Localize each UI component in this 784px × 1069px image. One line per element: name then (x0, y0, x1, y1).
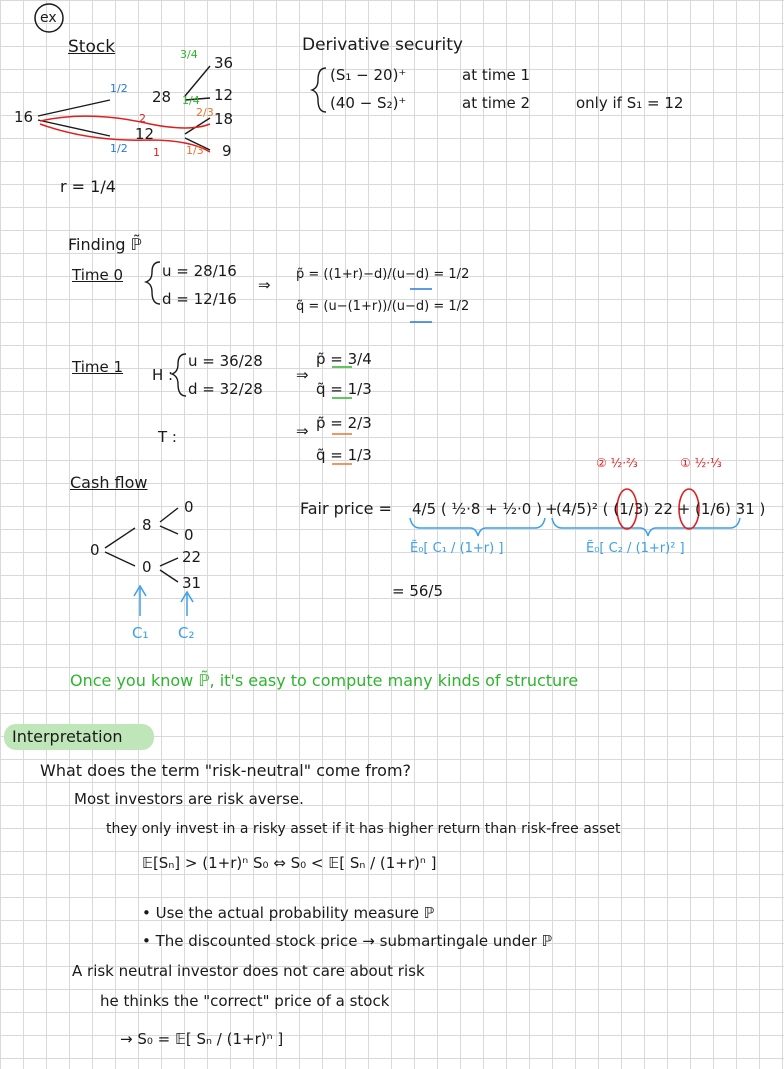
stock-path2: 2 (139, 112, 146, 125)
fairprice-plus: + (545, 500, 558, 518)
time0-d: d = 12/16 (162, 290, 237, 308)
cashflow-c0: 0 (90, 541, 100, 559)
stock-s2-ud: 12 (214, 86, 234, 104)
fairprice-e1: Ẽ₀[ C₁ / (1+r) ] (410, 541, 504, 556)
time0-brace (146, 262, 160, 304)
interpretation-heading: Interpretation (12, 727, 123, 746)
time1-q2: q̃ = 1/3 (316, 446, 372, 464)
time1-arrow2: ⇒ (296, 422, 309, 440)
interp-line3: A risk neutral investor does not care about risk (72, 962, 425, 980)
interp-formula2: → S₀ = 𝔼[ Sₙ / (1+r)ⁿ ] (120, 1030, 284, 1048)
cashflow-heading: Cash flow (70, 473, 148, 492)
interp-line1: Most investors are risk averse. (74, 790, 304, 808)
time1-u: u = 36/28 (188, 352, 263, 370)
stock-p-down0: 1/2 (110, 142, 128, 155)
interp-question: What does the term "risk-neutral" come from? (40, 761, 412, 780)
stock-rate: r = 1/4 (60, 177, 116, 196)
derivative-line1: (S₁ − 20)⁺ (330, 66, 407, 84)
interp-line2: they only invest in a risky asset if it has higher return than risk-free asset (106, 821, 621, 837)
time1-p: p̃ = 3/4 (316, 350, 372, 368)
derivative-line2-when: at time 2 (462, 94, 531, 112)
time0-p: p̃ = ((1+r)−d)/(u−d) = 1/2 (296, 267, 470, 282)
tree-line-up (38, 100, 110, 116)
derivative-brace (312, 68, 326, 112)
cashflow-c2-label: C₂ (178, 624, 195, 642)
time0-u: u = 28/16 (162, 262, 237, 280)
fairprice-note-2: ② ½·⅔ (596, 456, 638, 470)
cashflow-c2-c: 22 (182, 548, 202, 566)
time1-arrow: ⇒ (296, 366, 309, 384)
fairprice-e2: Ẽ₀[ C₂ / (1+r)² ] (586, 541, 685, 556)
time1-p2: p̃ = 2/3 (316, 414, 372, 432)
stock-p-up1b: 2/3 (196, 106, 214, 119)
time0-arrow: ⇒ (258, 276, 271, 294)
cashflow-c1-label: C₁ (132, 624, 149, 642)
stock-s1-down: 12 (135, 125, 155, 143)
derivative-line2: (40 − S₂)⁺ (330, 94, 407, 112)
cashflow-c2-d: 31 (182, 574, 202, 592)
time1-brace (172, 354, 186, 396)
fairprice-result: = 56/5 (392, 582, 444, 600)
stock-s0: 16 (14, 108, 34, 126)
interp-line4: he thinks the "correct" price of a stock (100, 992, 390, 1010)
time1-q: q̃ = 1/3 (316, 380, 372, 398)
fairprice-note-1: ① ½·⅓ (680, 456, 722, 470)
time0-q: q̃ = (u−(1+r))/(u−d) = 1/2 (296, 299, 470, 314)
fairprice-label: Fair price = (300, 499, 392, 518)
ex-label: ex (40, 10, 57, 26)
cashflow-c1-down: 0 (142, 558, 152, 576)
stock-p-down1b: 1/3 (186, 144, 204, 157)
cashflow-c2-b: 0 (184, 526, 194, 544)
stock-s2-uu: 36 (214, 54, 234, 72)
stock-path1: 1 (153, 146, 160, 159)
stock-s2-du: 18 (214, 110, 234, 128)
cashflow-c2-a: 0 (184, 498, 194, 516)
derivative-line1-when: at time 1 (462, 66, 531, 84)
interp-formula1: 𝔼[Sₙ] > (1+r)ⁿ S₀ ⇔ S₀ < 𝔼[ Sₙ / (1+r)ⁿ ] (142, 854, 437, 872)
fairprice-term1: 4/5 ( ½·8 + ½·0 ) (412, 500, 542, 518)
time1-label: Time 1 (72, 358, 124, 376)
time1-t: T : (158, 428, 177, 446)
stock-p-up0: 1/2 (110, 82, 128, 95)
stock-p-up1: 3/4 (180, 48, 198, 61)
once-note: Once you know ℙ̃, it's easy to compute many kinds of structure (70, 671, 579, 690)
cashflow-c1-up: 8 (142, 516, 152, 534)
time0-label: Time 0 (72, 266, 124, 284)
stock-heading: Stock (68, 37, 116, 57)
time1-d: d = 32/28 (188, 380, 263, 398)
interp-bullet1: • Use the actual probability measure ℙ (142, 904, 435, 922)
finding-heading: Finding ℙ̃ (68, 235, 142, 254)
fairprice-term2: (4/5)² ( (1/3) 22 + (1/6) 31 ) (556, 500, 766, 518)
time1-h: H : (152, 366, 174, 384)
stock-s1-up: 28 (152, 88, 172, 106)
derivative-line2-cond: only if S₁ = 12 (576, 94, 684, 112)
stock-p-down1: 1/4 (182, 94, 200, 107)
derivative-title: Derivative security (302, 35, 463, 55)
stock-s2-dd: 9 (222, 142, 232, 160)
interp-bullet2: • The discounted stock price → submartingale under ℙ (142, 932, 553, 950)
